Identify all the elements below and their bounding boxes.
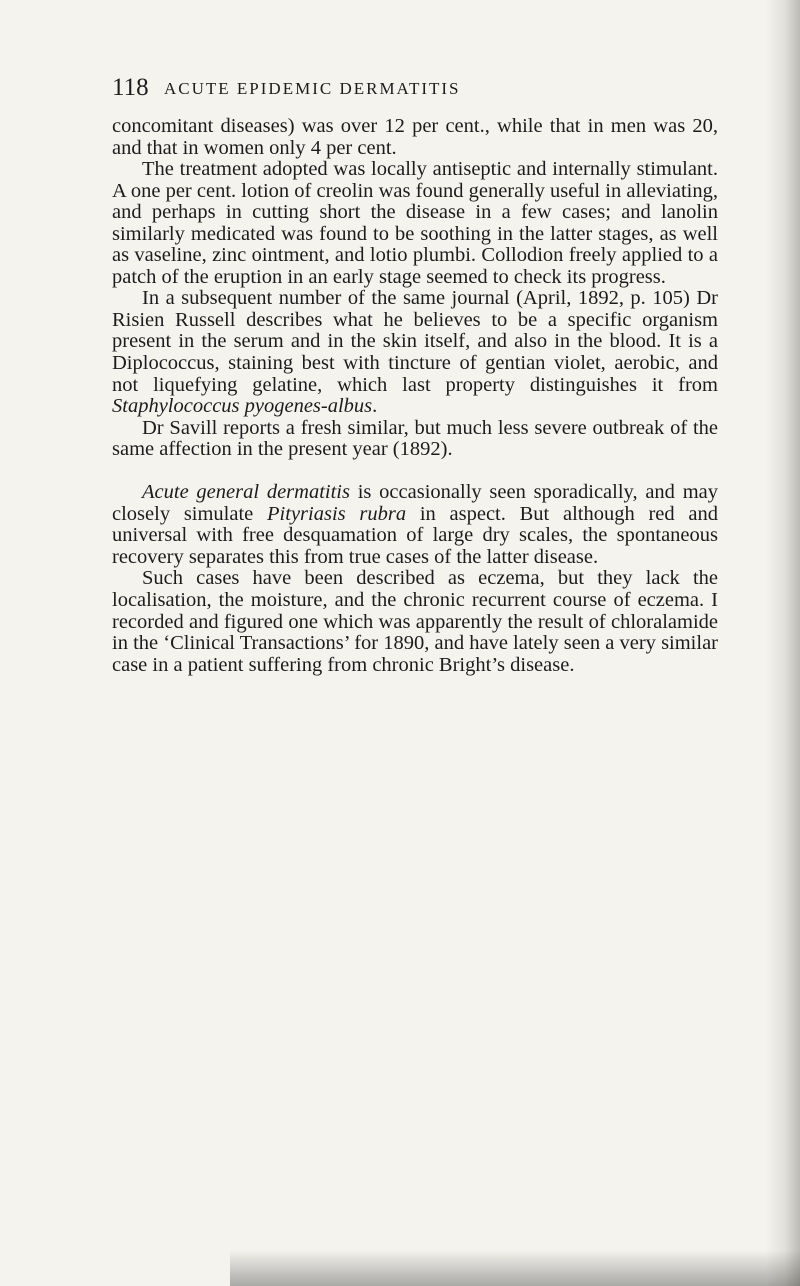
italic-term: Pityriasis rubra	[267, 502, 407, 525]
paragraph-treatment: The treatment adopted was locally antiseptic and internally stimulant. A one per cent. lotion of creolin was found generally useful in alleviating, and perhaps in cutting short the disease in a few cases; and lanolin similarly medicated was found to be soothing in the latter stages, as well as vaseline, zinc ointment, and lotio plumbi. Collodion freely applied to a patch of the eruption in an early stage seemed to check its progress.	[112, 158, 718, 288]
italic-species: Staphylococcus pyogenes-albus	[112, 395, 373, 418]
page-header	[112, 74, 672, 102]
body-text	[112, 116, 718, 676]
page-edge-shadow	[766, 0, 800, 1286]
paragraph-organism: In a subsequent number of the same journal (April, 1892, p. 105) Dr Risien Russell describes what he believes to be a specific organism present in the serum and in the skin itself, and also in the blood. It is a Diplococcus, staining best with tincture of gentian violet, aerobic, and not liquefying gelatine, which last property distinguishes it from Staphylococcus pyogenes-albus.	[112, 287, 718, 418]
paragraph-savill: Dr Savill reports a fresh similar, but much less severe outbreak of the same affection in the present year (1892).	[112, 416, 718, 461]
paragraph-continuation: concomitant diseases) was over 12 per cent., while that in men was 20, and that in women only 4 per cent.	[112, 115, 718, 159]
page-number: 118	[112, 74, 149, 101]
page-bottom-shadow	[230, 1250, 800, 1286]
paragraph-eczema: Such cases have been described as eczema, but they lack the localisation, the moisture, and the chronic recurrent course of eczema. I recorded and figured one which was apparently the result of chloralamide in the ‘Clinical Transactions’ for 1890, and have lately seen a very similar case in a patient suffering from chronic Bright’s disease.	[112, 567, 718, 676]
running-head: ACUTE EPIDEMIC DERMATITIS	[164, 79, 461, 98]
italic-term: Acute general dermatitis	[142, 481, 350, 504]
paragraph-acute-dermatitis: Acute general dermatitis is occasionally seen sporadically, and may closely simulate Pityriasis rubra in aspect. But although red and universal with free desquamation of large dry scales, the spontaneous recovery separates this from true cases of the latter disease.	[112, 481, 718, 568]
